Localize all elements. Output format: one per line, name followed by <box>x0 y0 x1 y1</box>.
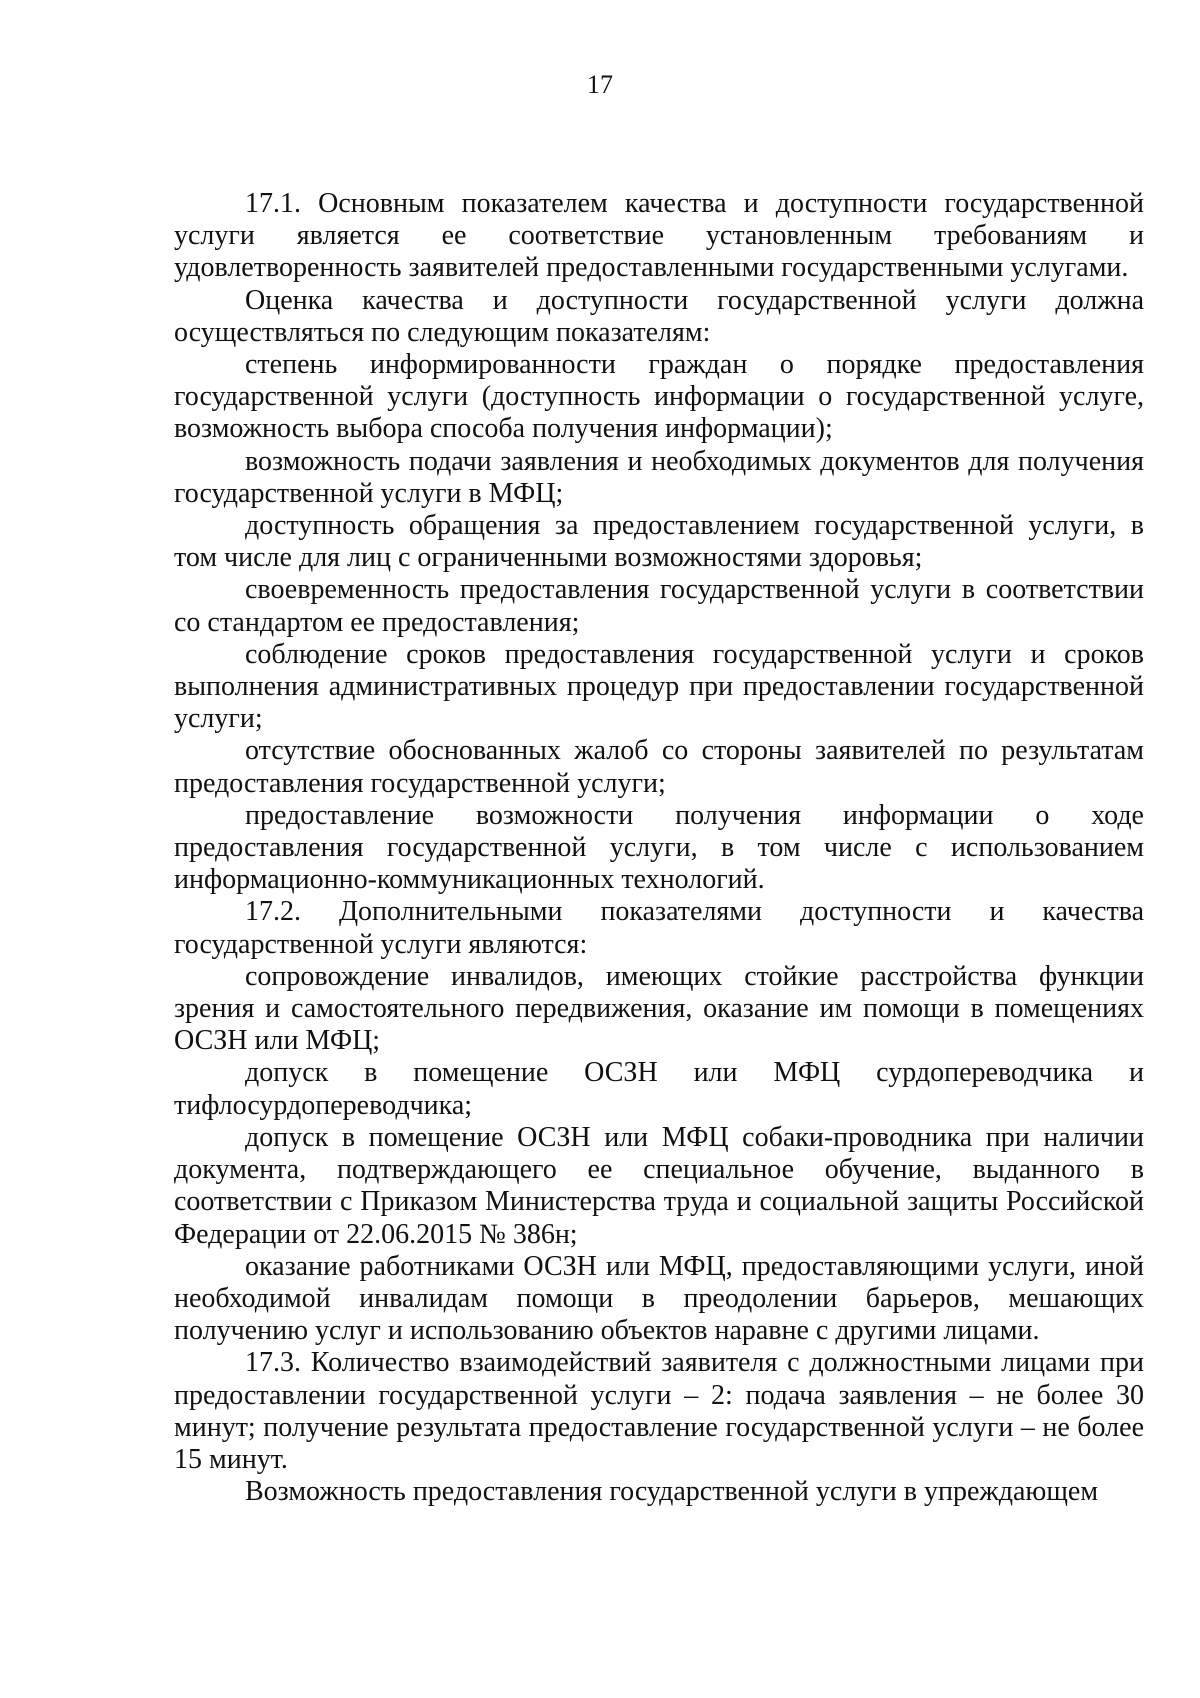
paragraph-deadlines: соблюдение сроков предоставления государственной услуги и сроков выполнения административных процедур при предоставлении государственной услуги; <box>174 638 1144 735</box>
paragraph-17-3: 17.3. Количество взаимодействий заявителя с должностными лицами при предоставлении государственной услуги – 2: подача заявления – не более 30 минут; получение результата предоставление государственной услуги – не более 15 минут. <box>174 1347 1144 1475</box>
paragraph-accessibility: доступность обращения за предоставлением государственной услуги, в том числе для лиц с ограниченными возможностями здоровья; <box>174 510 1144 574</box>
paragraph-17-1: 17.1. Основным показателем качества и доступности государственной услуги является ее соответствие установленным требованиям и удовлетворенность заявителей предоставленными государственными услугами. <box>174 188 1144 284</box>
paragraph-sign-interpreter: допуск в помещение ОСЗН или МФЦ сурдопереводчика и тифлосурдопереводчика; <box>174 1057 1144 1121</box>
page-number: 17 <box>587 70 613 99</box>
paragraph-timeliness: своевременность предоставления государственной услуги в соответствии со стандартом ее предоставления; <box>174 574 1144 638</box>
document-body <box>174 188 1144 1508</box>
paragraph-17-2: 17.2. Дополнительными показателями доступности и качества государственной услуги являются: <box>174 896 1144 960</box>
paragraph-staff-assistance: оказание работниками ОСЗН или МФЦ, предоставляющими услуги, иной необходимой инвалидам помощи в преодолении барьеров, мешающих получению услуг и использованию объектов наравне с другими лицами. <box>174 1250 1144 1347</box>
paragraph-application-possibility: возможность подачи заявления и необходимых документов для получения государственной услуги в МФЦ; <box>174 445 1144 509</box>
paragraph-information-degree: степень информированности граждан о порядке предоставления государственной услуги (доступность информации о государственной услуге, возможность выбора способа получения информации); <box>174 349 1144 445</box>
paragraph-escort-disabled: сопровождение инвалидов, имеющих стойкие расстройства функции зрения и самостоятельного передвижения, оказание им помощи в помещениях ОСЗН или МФЦ; <box>174 960 1144 1057</box>
paragraph-proactive-mode: Возможность предоставления государственной услуги в упреждающем <box>245 1476 1099 1508</box>
paragraph-quality-assessment: Оценка качества и доступности государственной услуги должна осуществляться по следующим показателям: <box>174 284 1144 348</box>
paragraph-guide-dog: допуск в помещение ОСЗН или МФЦ собаки-проводника при наличии документа, подтверждающего ее специальное обучение, выданного в соответствии с Приказом Министерства труда и социальной защиты Российской Федерации от 22.06.2015 № 386н; <box>174 1121 1144 1250</box>
paragraph-progress-information: предоставление возможности получения информации о ходе предоставления государственной услуги, в том числе с использованием информационно-коммуникационных технологий. <box>174 799 1144 896</box>
paragraph-no-complaints: отсутствие обоснованных жалоб со стороны заявителей по результатам предоставления государственной услуги; <box>174 735 1144 799</box>
